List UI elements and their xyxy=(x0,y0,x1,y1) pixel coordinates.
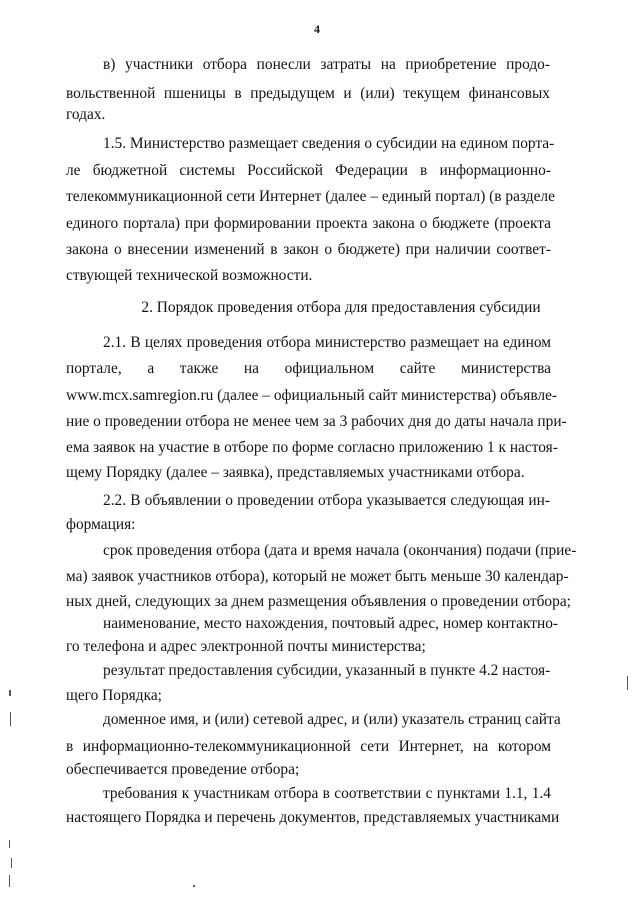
text-line: закона о внесении изменений в закон о бюджете) при наличии соответ- xyxy=(66,241,551,258)
scan-speck xyxy=(11,858,12,868)
text-line: ма) заявок участников отбора), который не может быть меньше 30 календар- xyxy=(66,568,569,585)
section-heading: 2. Порядок проведения отбора для предоставления субсидии xyxy=(141,299,541,316)
page-number: 4 xyxy=(314,22,320,36)
text-line: телекоммуникационной сети Интернет (далее – единый портал) (в разделе xyxy=(66,188,555,205)
text-line: требования к участникам отбора в соответствии с пунктами 1.1, 1.4 xyxy=(103,785,551,802)
text-line: формация: xyxy=(66,516,136,533)
text-line: наименование, место нахождения, почтовый адрес, номер контактно- xyxy=(103,615,559,632)
text-line: ствующей технической возможности. xyxy=(66,267,313,284)
text-line: вольственной пшеницы в предыдущем и (или) текущем финансовых xyxy=(66,85,550,102)
scan-speck xyxy=(9,840,10,848)
text-line: в) участники отбора понесли затраты на приобретение продо- xyxy=(103,56,550,73)
text-line: годах. xyxy=(66,106,106,123)
text-line: настоящего Порядка и перечень документов, представляемых участниками xyxy=(66,809,560,826)
text-line: результат предоставления субсидии, указанный в пункте 4.2 настоя- xyxy=(103,662,551,679)
text-line: 2.2. В объявлении о проведении отбора указывается следующая ин- xyxy=(103,492,550,509)
scan-speck xyxy=(9,690,11,696)
text-line: в информационно-телекоммуникационной сети Интернет, на котором xyxy=(66,738,551,755)
text-line: 1.5. Министерство размещает сведения о субсидии на едином порта- xyxy=(103,135,555,152)
text-line: ных дней, следующих за днем размещения объявления о проведении отбора; xyxy=(66,593,571,610)
text-line: единого портала) при формировании проекта закона о бюджете (проекта xyxy=(66,215,551,232)
text-line: ема заявок на участие в отборе по форме согласно приложению 1 к настоя- xyxy=(66,439,558,456)
scan-speck xyxy=(10,712,11,726)
text-line: ле бюджетной системы Российской Федерации в информационно- xyxy=(66,162,551,179)
text-line: го телефона и адрес электронной почты министерства; xyxy=(66,638,426,655)
text-line: щего Порядка; xyxy=(66,687,162,704)
text-line: срок проведения отбора (дата и время начала (окончания) подачи (прие- xyxy=(103,542,577,559)
text-line: www.mcx.samregion.ru (далее – официальный сайт министерства) объявле- xyxy=(66,387,558,404)
scan-speck xyxy=(9,875,10,887)
text-line: доменное имя, и (или) сетевой адрес, и (или) указатель страниц сайта xyxy=(103,711,561,728)
text-line: 2.1. В целях проведения отбора министерство размещает на едином xyxy=(103,334,551,351)
scan-speck xyxy=(627,676,628,690)
text-line: портале, а также на официальном сайте министерства xyxy=(66,360,551,377)
text-line: обеспечивается проведение отбора; xyxy=(66,761,300,778)
scan-speck xyxy=(193,885,195,887)
text-line: ние о проведении отбора не менее чем за 3 рабочих дня до даты начала при- xyxy=(66,413,567,430)
text-line: щему Порядку (далее – заявка), представляемых участниками отбора. xyxy=(66,464,525,481)
